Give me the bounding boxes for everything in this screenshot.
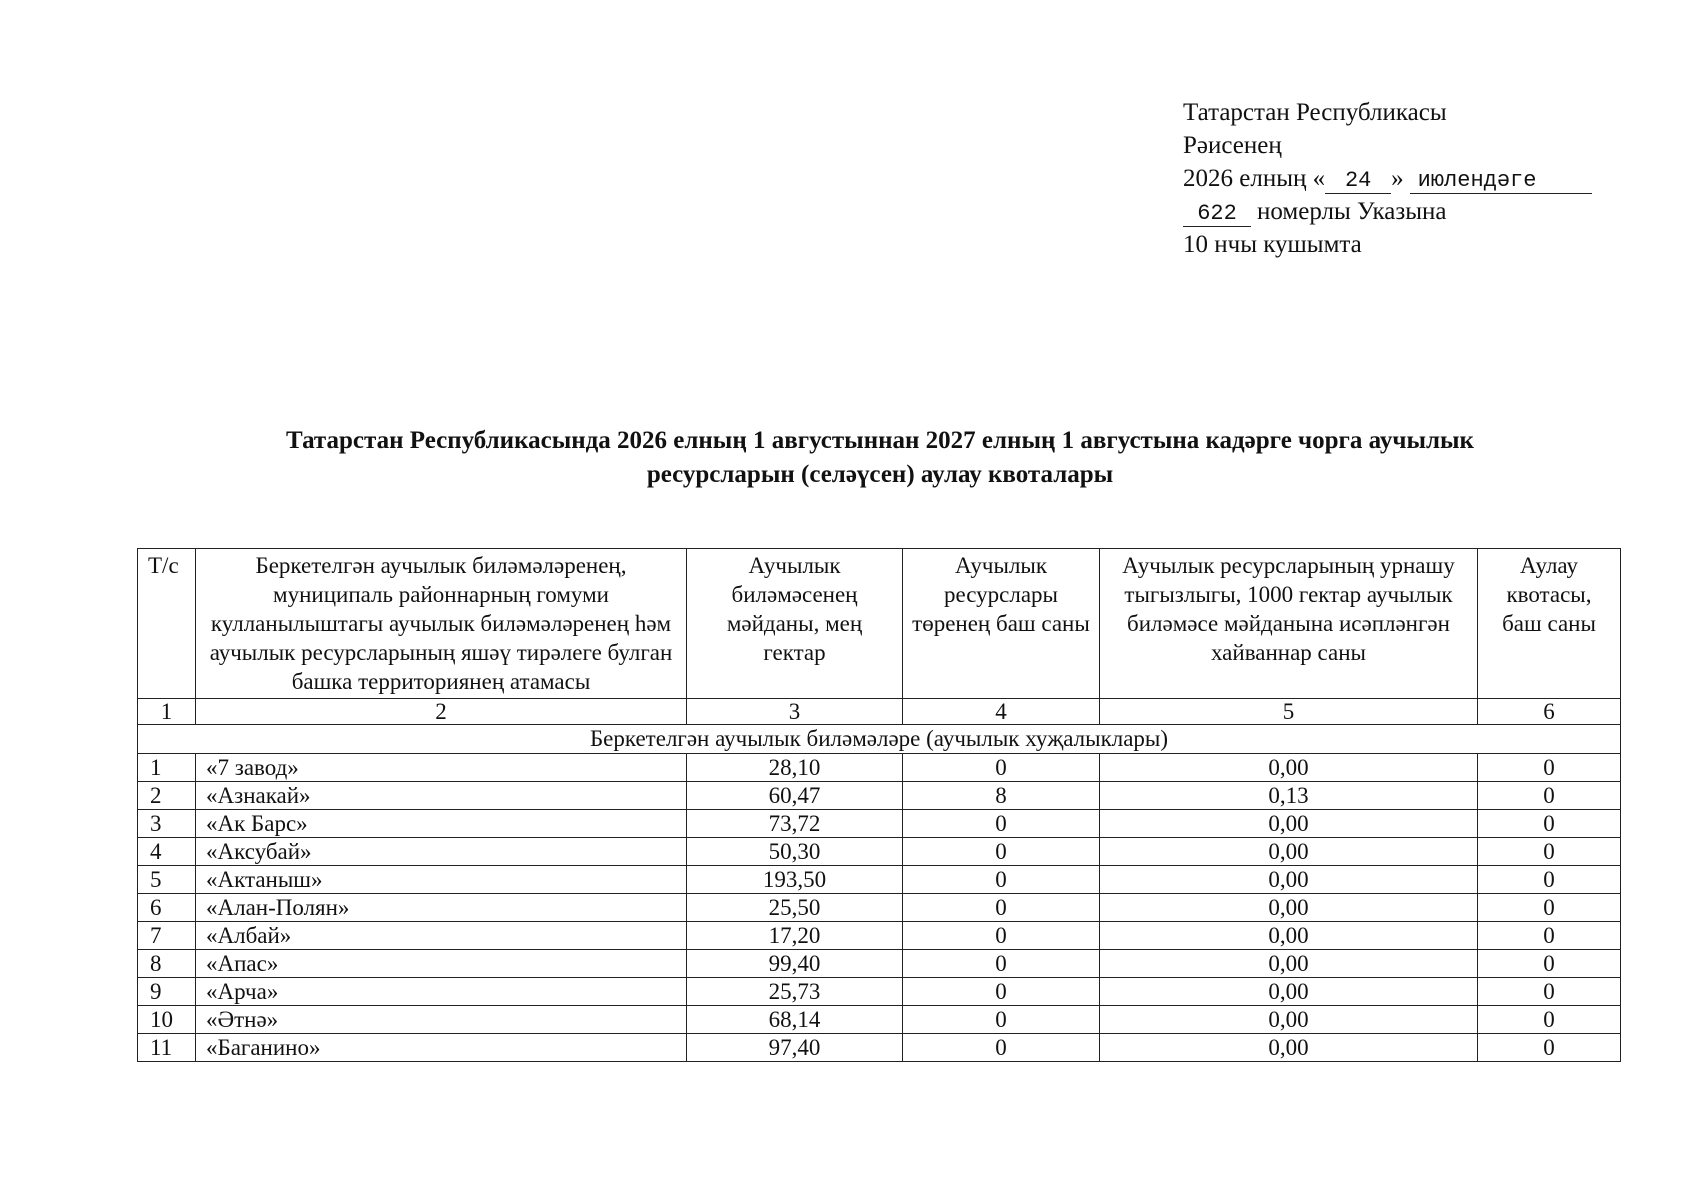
row-density: 0,00 (1100, 1006, 1478, 1034)
appendix-line-decree (1183, 195, 1643, 228)
column-number-row (138, 699, 1621, 725)
row-index: 2 (138, 782, 196, 810)
row-count: 0 (903, 1006, 1100, 1034)
row-name: «Алан-Полян» (196, 894, 687, 922)
table-row (138, 754, 1621, 782)
row-index: 1 (138, 754, 196, 782)
table-row (138, 838, 1621, 866)
row-area: 68,14 (687, 1006, 903, 1034)
table-row (138, 866, 1621, 894)
row-count: 0 (903, 1034, 1100, 1062)
row-name: «Азнакай» (196, 782, 687, 810)
row-count: 0 (903, 810, 1100, 838)
appendix-block (1183, 96, 1643, 261)
row-density: 0,00 (1100, 894, 1478, 922)
row-density: 0,00 (1100, 866, 1478, 894)
row-index: 9 (138, 978, 196, 1006)
header-count: Аучылык ресурслары төренең баш саны (903, 549, 1100, 699)
row-index: 3 (138, 810, 196, 838)
appendix-line-head: Рәисенең (1183, 132, 1282, 159)
row-count: 0 (903, 754, 1100, 782)
row-quota: 0 (1478, 754, 1621, 782)
section-title: Беркетелгән аучылык биләмәләре (аучылык хуҗалыклары) (138, 725, 1621, 754)
table-row (138, 1006, 1621, 1034)
header-density: Аучылык ресурсларының урнашу тыгызлыгы, 1000 гектар аучылык биләмәсе мәйданына исәпләнгән хайваннар саны (1100, 549, 1478, 699)
appendix-date-month: июлендәге (1410, 169, 1592, 194)
row-quota: 0 (1478, 810, 1621, 838)
row-index: 11 (138, 1034, 196, 1062)
row-name: «Албай» (196, 922, 687, 950)
row-name: «Баганино» (196, 1034, 687, 1062)
row-quota: 0 (1478, 922, 1621, 950)
table-row (138, 978, 1621, 1006)
header-quota: Аулау квотасы, баш саны (1478, 549, 1621, 699)
table-row (138, 894, 1621, 922)
row-name: «Актаныш» (196, 866, 687, 894)
row-name: «Ак Барс» (196, 810, 687, 838)
row-count: 0 (903, 978, 1100, 1006)
row-density: 0,00 (1100, 950, 1478, 978)
row-index: 8 (138, 950, 196, 978)
row-index: 10 (138, 1006, 196, 1034)
row-count: 0 (903, 866, 1100, 894)
row-quota: 0 (1478, 838, 1621, 866)
row-index: 7 (138, 922, 196, 950)
row-quota: 0 (1478, 894, 1621, 922)
column-number: 5 (1100, 699, 1478, 725)
row-density: 0,13 (1100, 782, 1478, 810)
appendix-line-republic: Татарстан Республикасы (1183, 99, 1447, 126)
row-quota: 0 (1478, 782, 1621, 810)
row-quota: 0 (1478, 1006, 1621, 1034)
appendix-date-mid: » (1391, 165, 1404, 192)
row-count: 0 (903, 922, 1100, 950)
row-area: 25,73 (687, 978, 903, 1006)
row-density: 0,00 (1100, 754, 1478, 782)
row-count: 0 (903, 838, 1100, 866)
table-header-row (138, 549, 1621, 699)
appendix-line-date (1183, 162, 1643, 195)
appendix-date-prefix: 2026 елның « (1183, 165, 1326, 192)
row-area: 97,40 (687, 1034, 903, 1062)
row-quota: 0 (1478, 978, 1621, 1006)
row-area: 193,50 (687, 866, 903, 894)
row-index: 6 (138, 894, 196, 922)
header-area: Аучылык биләмәсенең мәйданы, мең гектар (687, 549, 903, 699)
row-quota: 0 (1478, 950, 1621, 978)
table-row (138, 950, 1621, 978)
row-area: 73,72 (687, 810, 903, 838)
row-quota: 0 (1478, 1034, 1621, 1062)
row-count: 8 (903, 782, 1100, 810)
appendix-decree-suffix: номерлы Указына (1257, 198, 1447, 225)
row-density: 0,00 (1100, 838, 1478, 866)
column-number: 1 (138, 699, 196, 725)
document-title-line-2: ресурсларын (селәүсен) аулау квоталары (646, 461, 1114, 488)
header-name: Беркетелгән аучылык биләмәләренең, муниципаль районнарның гомуми кулланылыштагы аучылык биләмәләренең һәм аучылык ресурсларының яшәү тирәлеге булган башка территориянең атамасы (196, 549, 687, 699)
row-area: 99,40 (687, 950, 903, 978)
appendix-decree-number: 622 (1183, 202, 1251, 227)
header-index: Т/с (138, 549, 196, 699)
column-number: 2 (196, 699, 687, 725)
row-density: 0,00 (1100, 922, 1478, 950)
row-name: «Әтнә» (196, 1006, 687, 1034)
row-area: 28,10 (687, 754, 903, 782)
table-row (138, 922, 1621, 950)
document-title-line-1: Татарстан Республикасында 2026 елның 1 августыннан 2027 елның 1 августына кадәрге чорга аучылык (286, 427, 1474, 454)
table-row (138, 1034, 1621, 1062)
section-row (138, 725, 1621, 754)
row-name: «Арча» (196, 978, 687, 1006)
row-name: «Аксубай» (196, 838, 687, 866)
row-name: «Апас» (196, 950, 687, 978)
row-area: 50,30 (687, 838, 903, 866)
row-index: 4 (138, 838, 196, 866)
row-count: 0 (903, 894, 1100, 922)
row-count: 0 (903, 950, 1100, 978)
row-area: 25,50 (687, 894, 903, 922)
row-name: «7 завод» (196, 754, 687, 782)
appendix-date-day: 24 (1325, 169, 1391, 194)
row-area: 17,20 (687, 922, 903, 950)
column-number: 4 (903, 699, 1100, 725)
table-row (138, 782, 1621, 810)
table-row (138, 810, 1621, 838)
row-area: 60,47 (687, 782, 903, 810)
row-quota: 0 (1478, 866, 1621, 894)
appendix-line-attachment: 10 нчы кушымта (1183, 231, 1362, 258)
row-density: 0,00 (1100, 810, 1478, 838)
column-number: 3 (687, 699, 903, 725)
row-density: 0,00 (1100, 978, 1478, 1006)
quota-table (137, 548, 1621, 1062)
column-number: 6 (1478, 699, 1621, 725)
document-title (120, 424, 1640, 492)
row-density: 0,00 (1100, 1034, 1478, 1062)
row-index: 5 (138, 866, 196, 894)
